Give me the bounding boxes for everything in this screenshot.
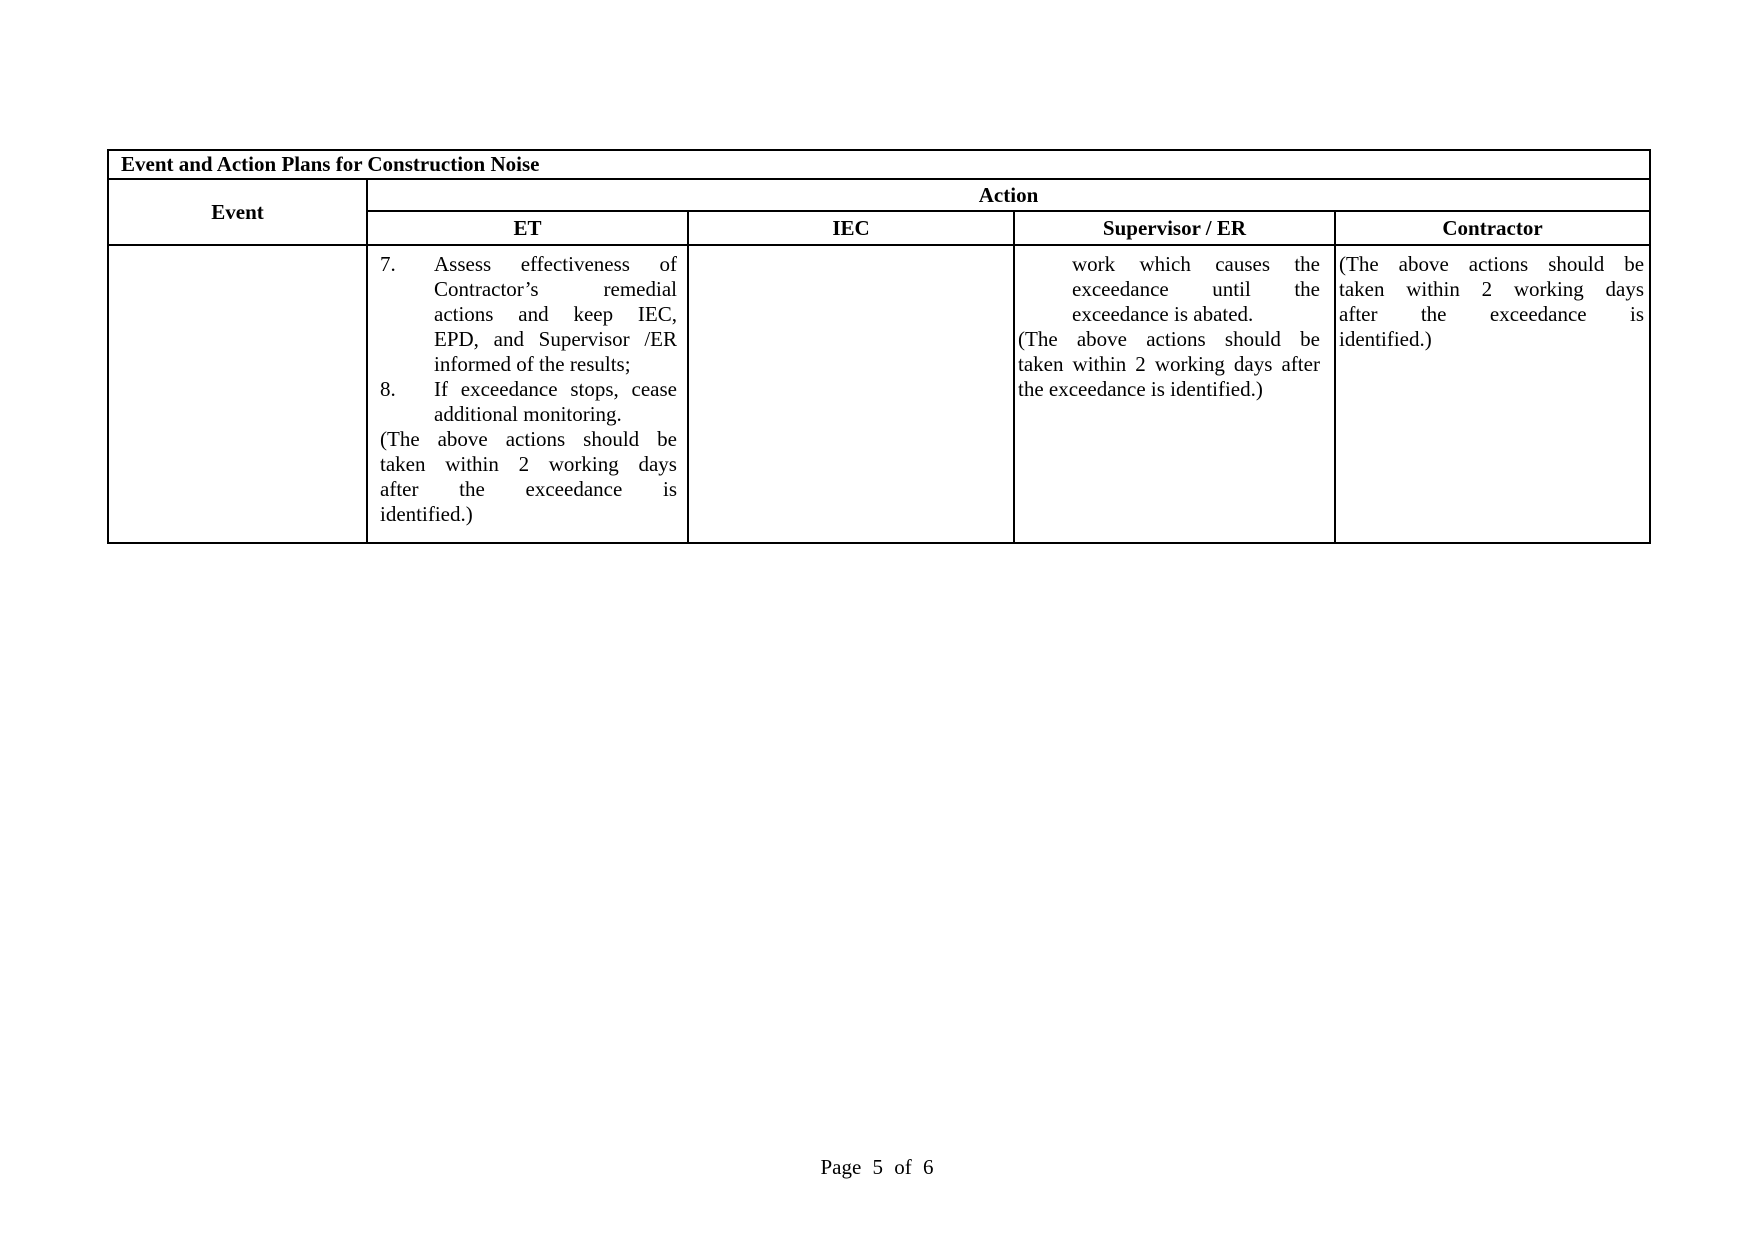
contractor-note-paragraph [1339, 252, 1644, 352]
column-header-contractor: Contractor [1335, 211, 1650, 245]
et-list-item-8 [380, 377, 677, 427]
text-line: additional monitoring. [434, 402, 622, 426]
text-line: actions and keep IEC, [434, 302, 677, 326]
body-cell-event [108, 245, 367, 543]
table-body-row [108, 245, 1650, 543]
text-line: (The above actions should be [1018, 327, 1320, 351]
body-cell-iec [688, 245, 1014, 543]
text-line: If exceedance stops, cease [434, 377, 677, 401]
text-line: (The above actions should be [380, 427, 677, 451]
page-number: Page 5 of 6 [820, 1155, 934, 1179]
text-line: the exceedance is identified.) [1018, 377, 1263, 401]
event-action-table [107, 149, 1651, 544]
table-action-header-row [108, 179, 1650, 211]
column-header-action: Action [367, 179, 1650, 211]
column-header-et: ET [367, 211, 688, 245]
column-header-supervisor-er: Supervisor / ER [1014, 211, 1335, 245]
text-line: EPD, and Supervisor /ER [434, 327, 677, 351]
body-cell-contractor [1335, 245, 1650, 543]
list-item-text [434, 252, 677, 377]
et-note-paragraph [380, 427, 677, 527]
text-line: after the exceedance is [380, 477, 677, 501]
text-line: identified.) [380, 502, 473, 526]
text-line: exceedance is abated. [1072, 302, 1254, 326]
text-line: taken within 2 working days [1339, 277, 1645, 301]
table-title-row [108, 150, 1650, 179]
et-list-item-7 [380, 252, 677, 377]
list-item-text [434, 377, 677, 427]
list-item-number: 8. [380, 377, 396, 401]
text-line: work which causes the [1072, 252, 1320, 276]
supervisor-note-paragraph [1018, 327, 1320, 402]
text-line: exceedance until the [1072, 277, 1320, 301]
column-header-iec: IEC [688, 211, 1014, 245]
text-line: Contractor’s remedial [434, 277, 677, 301]
supervisor-continuation-text [1072, 252, 1320, 327]
text-line: taken within 2 working days [380, 452, 677, 476]
column-header-event: Event [108, 179, 367, 245]
text-line: identified.) [1339, 327, 1432, 351]
text-line: taken within 2 working days after [1018, 352, 1320, 376]
body-cell-et [367, 245, 688, 543]
table-title: Event and Action Plans for Construction Noise [108, 150, 1650, 179]
text-line: Assess effectiveness of [434, 252, 677, 276]
text-line: after the exceedance is [1339, 302, 1645, 326]
body-cell-supervisor-er [1014, 245, 1335, 543]
text-line: informed of the results; [434, 352, 631, 376]
list-item-number: 7. [380, 252, 396, 276]
text-line: (The above actions should be [1339, 252, 1645, 276]
